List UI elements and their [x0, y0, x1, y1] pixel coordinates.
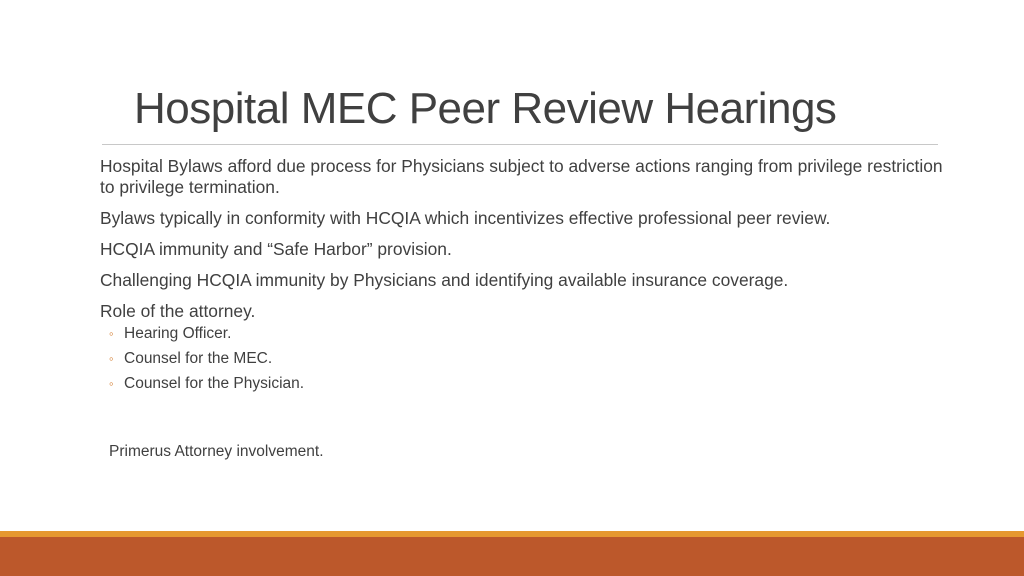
sub-bullet-item: [100, 349, 950, 369]
sub-bullet-label: Counsel for the MEC.: [124, 350, 273, 367]
circle-bullet-icon: ◦: [109, 376, 114, 391]
sub-bullet-item: [100, 324, 950, 344]
slide-title: Hospital MEC Peer Review Hearings: [134, 84, 837, 133]
bullet-paragraph-3: HCQIA immunity and “Safe Harbor” provision.: [100, 239, 452, 259]
sub-bullet-label: Hearing Officer.: [124, 325, 232, 342]
bullet-paragraph-4: Challenging HCQIA immunity by Physicians and identifying available insurance coverage.: [100, 270, 789, 290]
footer-band: [0, 537, 1024, 576]
sub-bullet-item: [100, 374, 950, 394]
bullet-paragraph-5: Role of the attorney.: [100, 301, 256, 321]
slide-body: [100, 156, 950, 399]
sub-bullet-label: Counsel for the Physician.: [124, 375, 305, 392]
title-divider: [102, 144, 938, 145]
circle-bullet-icon: ◦: [109, 351, 114, 366]
bullet-paragraph-1: Hospital Bylaws afford due process for Physicians subject to adverse actions ranging from privilege restriction to privilege termination.: [100, 156, 943, 197]
primerus-note: Primerus Attorney involvement.: [109, 443, 324, 460]
circle-bullet-icon: ◦: [109, 326, 114, 341]
bullet-paragraph-2: Bylaws typically in conformity with HCQIA which incentivizes effective professional peer review.: [100, 208, 831, 228]
